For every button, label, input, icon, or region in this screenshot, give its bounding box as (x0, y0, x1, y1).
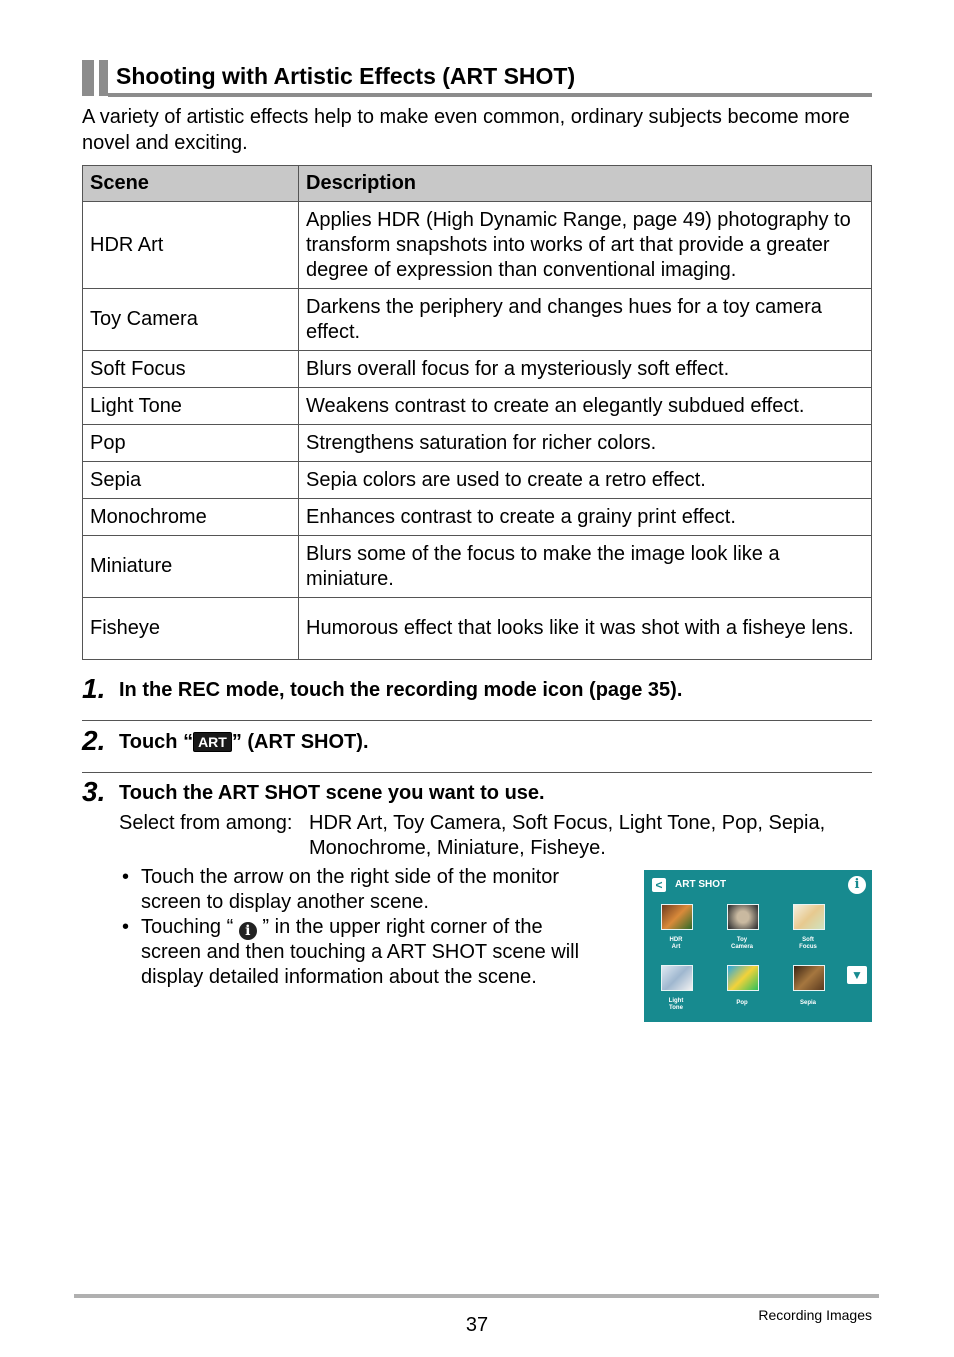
footer-rule (74, 1294, 879, 1298)
table-header-row (83, 166, 872, 202)
table-row (83, 536, 872, 598)
soft-focus-thumbnail[interactable] (793, 904, 825, 930)
table-row (83, 598, 872, 660)
bullet-2-line-1 (141, 915, 543, 940)
description-cell: Strengthens saturation for richer colors. (299, 425, 872, 462)
step-divider (82, 772, 872, 773)
header-description: Description (299, 166, 872, 202)
info-icon: i (239, 922, 257, 940)
heading-bar-decoration (99, 60, 108, 96)
bullet-1-line-1: Touch the arrow on the right side of the monitor (141, 866, 560, 888)
step-divider (82, 720, 872, 721)
tile-label-line: Pop (736, 1000, 748, 1006)
select-from-colon: : (286, 812, 293, 834)
tile-label-line: Sepia (799, 1000, 816, 1006)
scene-cell: Light Tone (83, 388, 299, 425)
sepia-thumbnail[interactable] (793, 965, 825, 991)
page-number: 37 (465, 1314, 489, 1336)
screen-title: ART SHOT (675, 879, 727, 890)
step-3-text: Touch the ART SHOT scene you want to use. (119, 782, 545, 804)
tile-label (651, 937, 701, 951)
table-row (83, 202, 872, 289)
tile-label-line: HDR (669, 937, 683, 943)
intro-paragraph: A variety of artistic effects help to make even common, ordinary subjects become more novel and exciting. (82, 106, 850, 154)
tile-label-line: Camera (730, 944, 753, 950)
camera-screen-illustration (644, 870, 872, 1022)
description-cell: Weakens contrast to create an elegantly subdued effect. (299, 388, 872, 425)
heading-underline (108, 93, 872, 97)
section-title: Shooting with Artistic Effects (ART SHOT) (116, 63, 576, 89)
tile-label-line: Tone (669, 1005, 683, 1011)
bullet-2-line-2: screen and then touching a ART SHOT scene will (141, 941, 580, 963)
toy-camera-thumbnail[interactable] (727, 904, 759, 930)
scene-cell: Soft Focus (83, 351, 299, 388)
step-2-text-before: Touch “ (119, 731, 194, 753)
tile-label-line: Light (668, 998, 684, 1004)
tile-label (783, 1000, 833, 1007)
description-cell: Darkens the periphery and changes hues for a toy camera effect. (299, 289, 872, 351)
select-from-line-2: Monochrome, Miniature, Fisheye. (309, 837, 606, 859)
tile-label (783, 937, 833, 951)
tile-label (717, 1000, 767, 1007)
scene-table (82, 165, 872, 660)
scene-cell: Miniature (83, 536, 299, 598)
bullet-2-line-3: display detailed information about the scene. (141, 966, 537, 988)
footer-section-name: Recording Images (758, 1307, 872, 1323)
bullet-1-line-2: screen to display another scene. (141, 891, 429, 913)
scene-cell: Fisheye (83, 598, 299, 660)
tile-label (717, 937, 767, 951)
description-cell: Sepia colors are used to create a retro effect. (299, 462, 872, 499)
description-cell: Blurs some of the focus to make the image look like a miniature. (299, 536, 872, 598)
bullet-mark: • (122, 916, 130, 938)
table-row (83, 425, 872, 462)
tile-label-line: Art (671, 944, 681, 950)
tile-label-line: Soft (802, 937, 814, 943)
tile-label (651, 998, 701, 1012)
select-from-label-text: Select from among (119, 812, 287, 834)
scene-cell: HDR Art (83, 202, 299, 289)
step-2-text (119, 729, 369, 755)
light-tone-thumbnail[interactable] (661, 965, 693, 991)
scene-cell: Pop (83, 425, 299, 462)
description-cell: Humorous effect that looks like it was shot with a fisheye lens. (299, 598, 872, 660)
description-cell: Blurs overall focus for a mysteriously soft effect. (299, 351, 872, 388)
step-1-text: In the REC mode, touch the recording mode icon (page 35). (119, 679, 683, 701)
description-cell: Enhances contrast to create a grainy print effect. (299, 499, 872, 536)
bullet-2-after: ” in the upper right corner of the (262, 916, 543, 938)
heading-bar-decoration (82, 60, 94, 96)
info-icon[interactable]: i (848, 876, 866, 894)
pop-thumbnail[interactable] (727, 965, 759, 991)
scroll-down-arrow-icon[interactable]: ▼ (847, 966, 867, 984)
step-3-number: 3. (82, 776, 106, 807)
scene-cell: Sepia (83, 462, 299, 499)
select-from-label (119, 811, 292, 836)
scene-cell: Monochrome (83, 499, 299, 536)
step-1-number: 1. (82, 673, 106, 704)
art-shot-icon: ART (193, 732, 232, 752)
step-2-number: 2. (82, 725, 106, 756)
tile-label-line: Focus (799, 944, 817, 950)
table-row (83, 462, 872, 499)
table-row (83, 289, 872, 351)
hdr-art-thumbnail[interactable] (661, 904, 693, 930)
tile-label-line: Toy (736, 937, 748, 943)
bullet-2-before: Touching “ (141, 916, 234, 938)
header-scene: Scene (83, 166, 299, 202)
scene-cell: Toy Camera (83, 289, 299, 351)
table-row (83, 499, 872, 536)
back-arrow-icon[interactable]: < (652, 878, 666, 892)
step-2-text-after: ” (ART SHOT). (231, 731, 369, 753)
description-cell: Applies HDR (High Dynamic Range, page 49) photography to transform snapshots into works of art that provide a greater degree of expression than conventional imaging. (299, 202, 872, 289)
bullet-mark: • (122, 866, 130, 888)
select-from-line-1: HDR Art, Toy Camera, Soft Focus, Light Tone, Pop, Sepia, (309, 812, 826, 834)
table-row (83, 351, 872, 388)
table-row (83, 388, 872, 425)
